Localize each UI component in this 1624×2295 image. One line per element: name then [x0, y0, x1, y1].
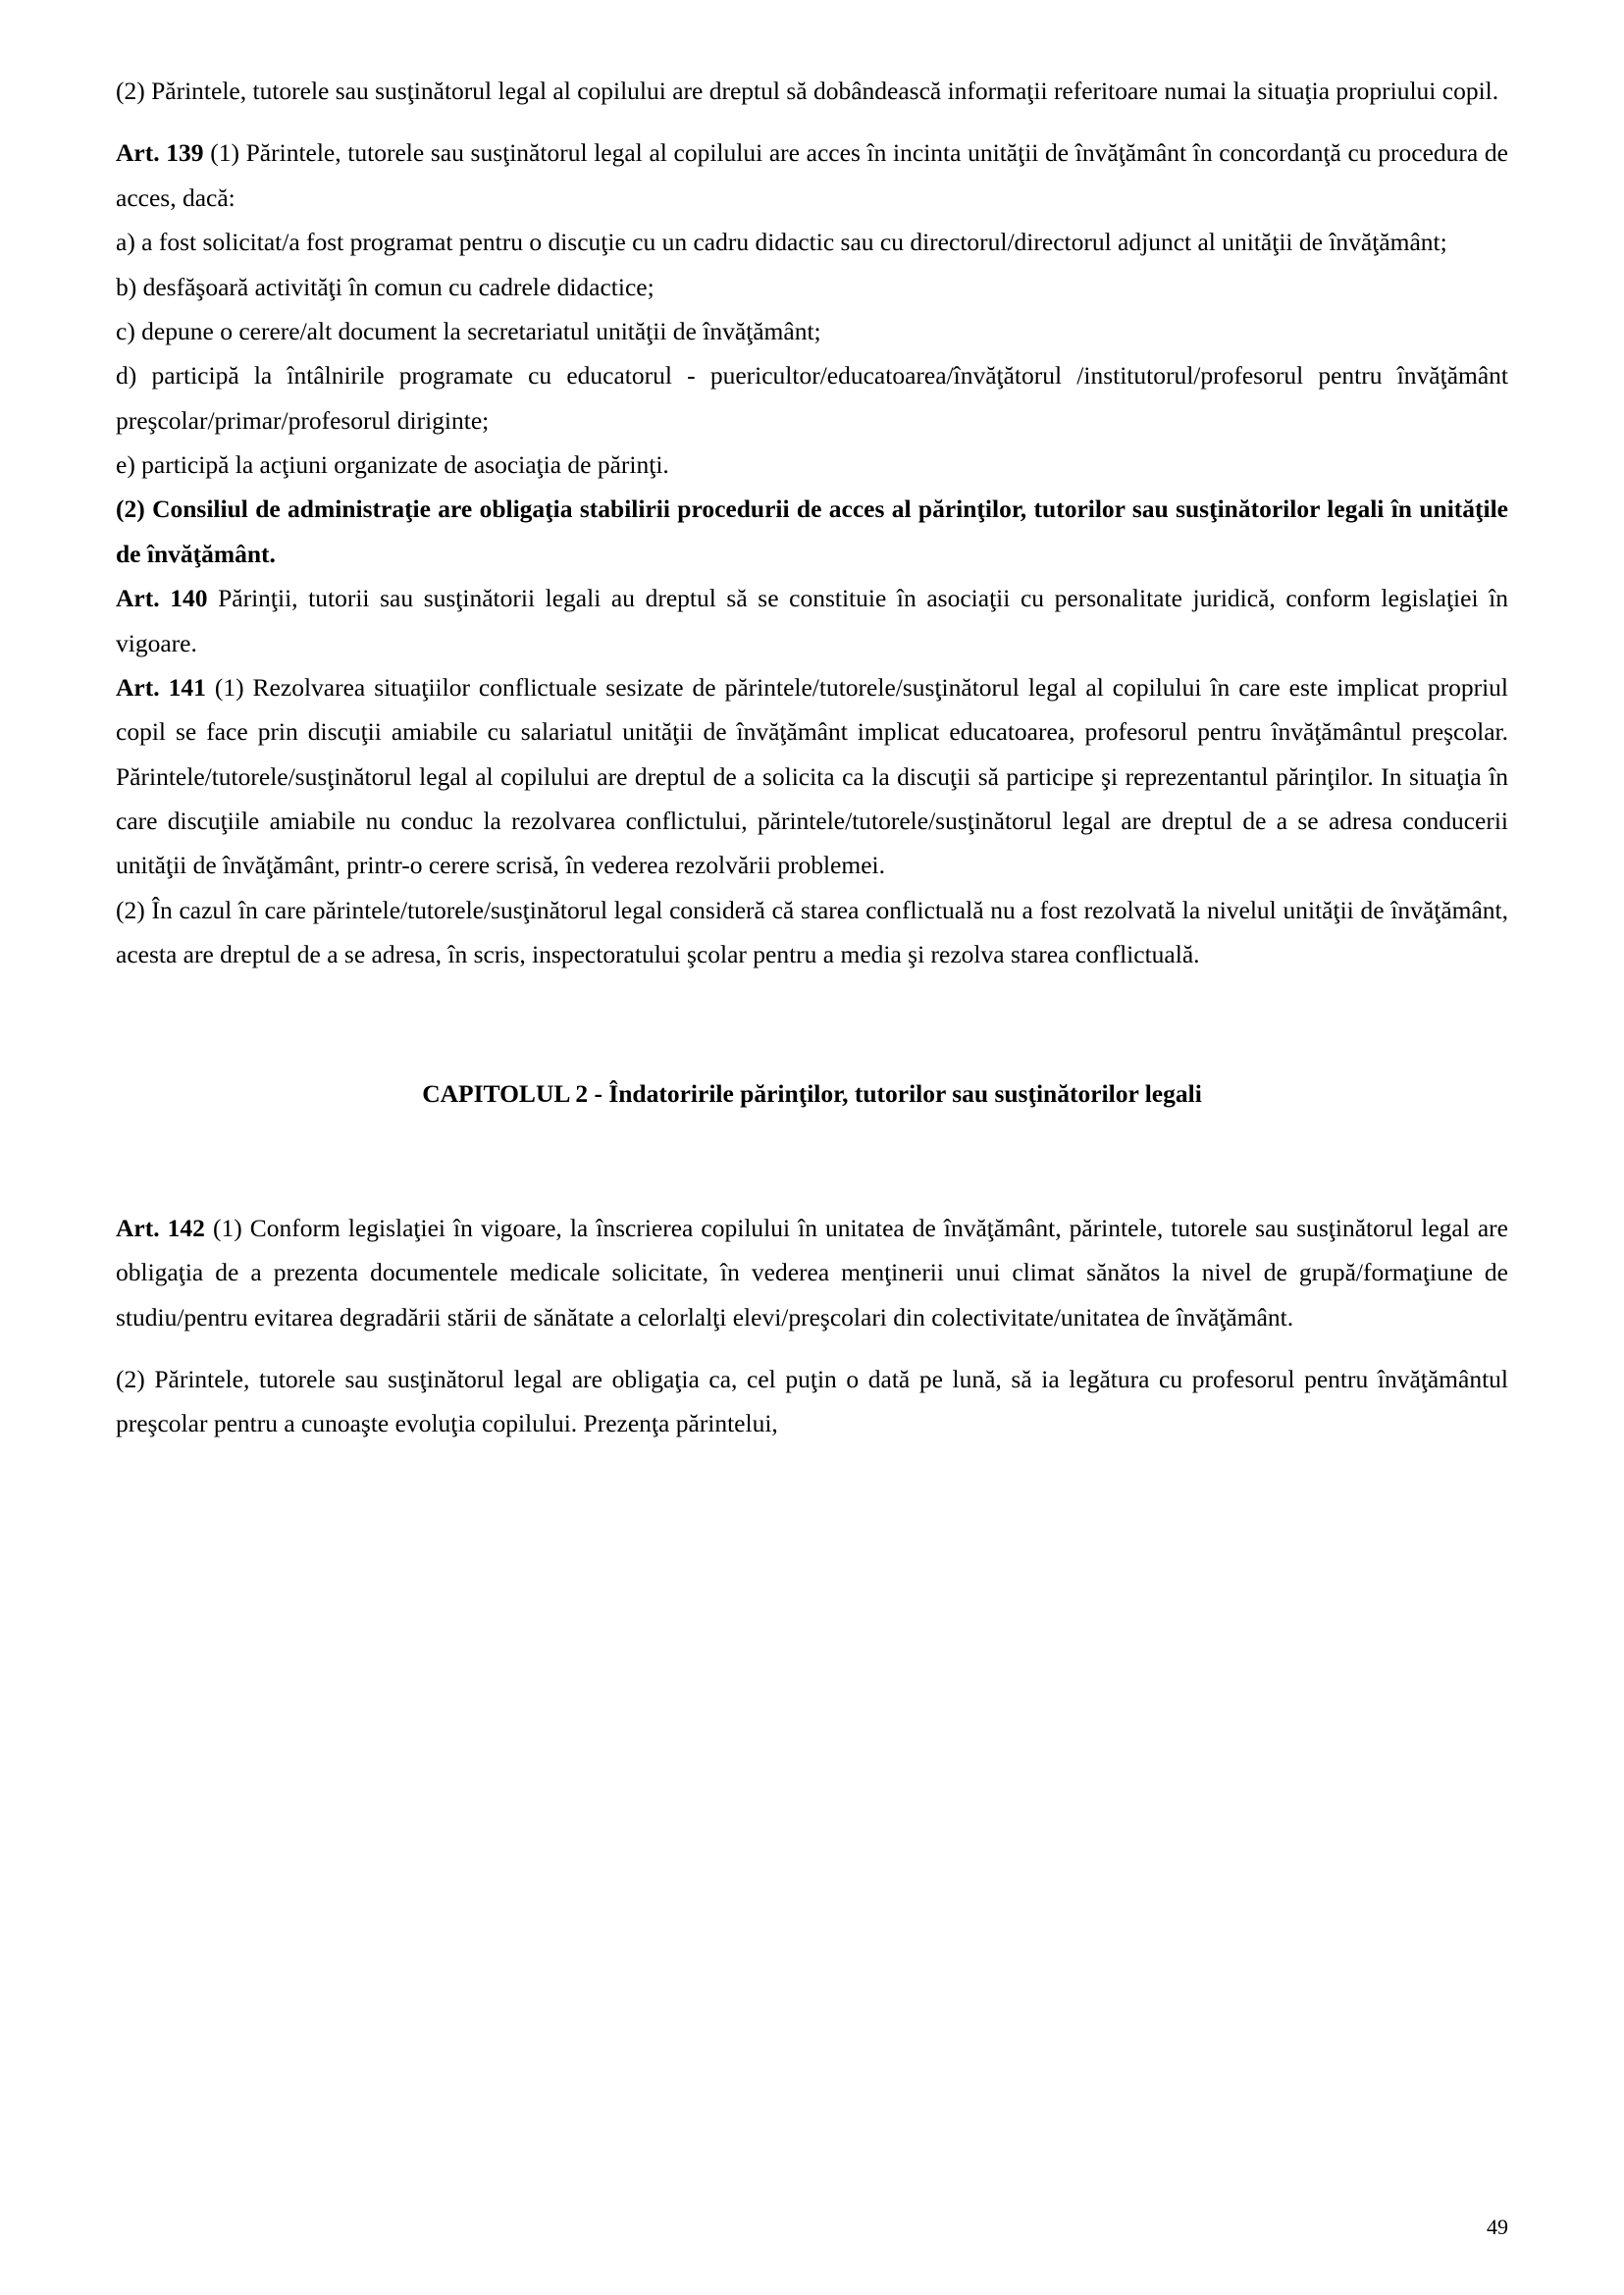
article-label: Art. 140: [116, 584, 208, 613]
paragraph: [116, 309, 1508, 353]
paragraph: [116, 888, 1508, 977]
page-number: 49: [1487, 2215, 1508, 2239]
paragraph-text: (1) Rezolvarea situaţiilor conflictuale sesizate de părintele/tutorele/susţinătorul legal al copilului în care este implicat propriul copil se face prin discuţii amiabile cu salariatul unităţii de învăţământ implicat educatoarea, profesorul pentru învăţământul preşcolar. Părintele/tutorele/susţinătorul legal al copilului are dreptul de a solicita ca la discuţii să participe şi reprezentantul părinţilor. In situaţia în care discuţiile amiabile nu conduc la rezolvarea conflictului, părintele/tutorele/susţinătorul legal are dreptul de a se adresa conducerii unităţii de învăţământ, printr-o cerere scrisă, în vederea rezolvării problemei.: [116, 672, 1508, 880]
paragraph-text: (2) În cazul în care părintele/tutorele/susţinătorul legal consideră că starea conflictuală nu a fost rezolvată la nivelul unităţii de învăţământ, acesta are dreptul de a se adresa, în scris, inspectoratului şcolar pentru a media şi rezolva starea conflictuală.: [116, 895, 1508, 969]
paragraph-text: Părinţii, tutorii sau susţinătorii legali au dreptul să se constituie în asociaţii cu personalitate juridică, conform legislaţiei în vigoare.: [116, 584, 1508, 657]
paragraph-text: (2) Consiliul de administraţie are obligaţia stabilirii procedurii de acces al părinţilor, tutorilor sau susţinătorilor legali în unităţile de învăţământ.: [116, 495, 1508, 568]
article-label: Art. 141: [116, 672, 206, 702]
paragraph-text: (1) Conform legislaţiei în vigoare, la înscrierea copilului în unitatea de învăţământ, părintele, tutorele sau susţinătorul legal are obligaţia de a prezenta documentele medicale solicitate, în vederea menţinerii unui climat sănătos la nivel de grupă/formaţiune de studiu/pentru evitarea degradării stării de sănătate a celorlalţi elevi/preşcolari din colectivitate/unitatea de învăţământ.: [116, 1213, 1508, 1331]
paragraph-bold: [116, 487, 1508, 576]
document-body: [116, 69, 1508, 1446]
article-label: Art. 139: [116, 138, 204, 168]
paragraph: [116, 443, 1508, 487]
paragraph: [116, 265, 1508, 309]
paragraph: [116, 665, 1508, 888]
paragraph: [116, 576, 1508, 665]
paragraph: [116, 220, 1508, 264]
spacer: [116, 1116, 1508, 1206]
paragraph-text: d) participă la întâlnirile programate cu educatorul - puericultor/educatoarea/învăţătorul /institutorul/profesorul pentru învăţământ preşcolar/primar/profesorul diriginte;: [116, 361, 1508, 435]
paragraph: [116, 1206, 1508, 1339]
paragraph: [116, 1357, 1508, 1446]
paragraph-text: a) a fost solicitat/a fost programat pentru o discuţie cu un cadru didactic sau cu directorul/directorul adjunct al unităţii de învăţământ;: [116, 228, 1447, 257]
paragraph-text: (2) Părintele, tutorele sau susţinătorul legal are obligaţia ca, cel puţin o dată pe lună, să ia legătura cu profesorul pentru învăţământul preşcolar pentru a cunoaşte evoluţia copilului. Prezenţa părintelui,: [116, 1365, 1508, 1438]
paragraph-text: b) desfăşoară activităţi în comun cu cadrele didactice;: [116, 272, 655, 301]
article-label: Art. 142: [116, 1213, 205, 1242]
paragraph-text: c) depune o cerere/alt document la secretariatul unităţii de învăţământ;: [116, 316, 821, 345]
paragraph-text: (1) Părintele, tutorele sau susţinătorul legal al copilului are acces în incinta unităţii de învăţământ în concordanţă cu procedura de acces, dacă:: [116, 138, 1508, 212]
paragraph: [116, 130, 1508, 220]
chapter-heading: CAPITOLUL 2 - Îndatoririle părinţilor, tutorilor sau susţinătorilor legali: [422, 1078, 1202, 1108]
paragraph-text: e) participă la acţiuni organizate de asociaţia de părinţi.: [116, 450, 669, 479]
paragraph: [116, 353, 1508, 443]
paragraph-text: (2) Părintele, tutorele sau susţinătorul legal al copilului are dreptul să dobândească informaţii referitoare numai la situaţia propriului copil.: [116, 77, 1499, 105]
paragraph: [116, 69, 1508, 113]
